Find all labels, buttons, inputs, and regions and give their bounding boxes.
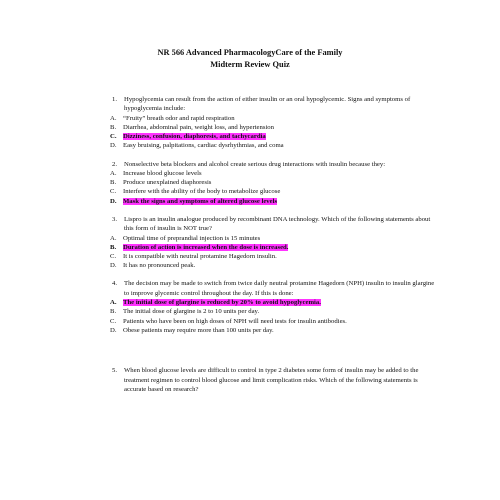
question-number: 4. xyxy=(112,280,118,288)
highlighted-answer-text: The initial dose of glargine is reduced by 20% to avoid hypoglycemia. xyxy=(123,299,321,307)
option-letter: C. xyxy=(110,253,117,261)
question-text: Hypoglycemia can result from the action of either insulin or an oral hypoglycemic. Signs and symptoms of hypoglycemia include: xyxy=(124,96,411,113)
answer-option xyxy=(110,141,440,150)
option-letter: D. xyxy=(110,197,117,205)
option-letter: A. xyxy=(110,299,117,307)
question-number: 5. xyxy=(112,367,118,375)
option-text: Produce unexplained diaphoresis xyxy=(123,179,212,187)
question-stem xyxy=(112,366,440,394)
option-letter: D. xyxy=(110,142,117,150)
option-text: Diarrhea, abdominal pain, weight loss, and hypertension xyxy=(123,124,274,132)
answer-option-selected xyxy=(110,132,440,141)
option-text: It has no pronounced peak. xyxy=(123,262,196,270)
option-text: The initial dose of glargine is 2 to 10 units per day. xyxy=(123,308,260,316)
option-letter: D. xyxy=(110,326,117,334)
question-item xyxy=(112,95,440,151)
option-text: It is compatible with neutral protamine Hagedorn insulin. xyxy=(123,253,277,261)
question-text: Nonselective beta blockers and alcohol create serious drug interactions with insulin because they: xyxy=(124,160,386,168)
answer-option xyxy=(110,187,440,196)
option-text: “Fruity” breath odor and rapid respiration xyxy=(123,114,235,122)
answer-option xyxy=(110,307,440,316)
answer-option xyxy=(110,234,440,243)
answer-option xyxy=(110,261,440,270)
answer-option xyxy=(110,123,440,132)
question-item xyxy=(112,160,440,206)
question-item xyxy=(112,215,440,271)
option-letter: C. xyxy=(110,133,117,141)
option-letter: D. xyxy=(110,262,117,270)
option-letter: A. xyxy=(110,114,117,122)
question-list xyxy=(112,95,440,394)
option-letter: B. xyxy=(110,243,117,251)
option-text: Optimal time of preprandial injection is 15 minutes xyxy=(123,234,261,242)
question-item xyxy=(112,366,440,394)
highlighted-answer-text: Dizziness, confusion, diaphoresis, and tachycardia xyxy=(123,133,266,141)
option-letter: C. xyxy=(110,188,117,196)
question-item xyxy=(112,279,440,335)
highlighted-answer-text: Mask the signs and symptoms of altered glucose levels xyxy=(123,197,278,205)
option-text: Interfere with the ability of the body to metabolize glucose xyxy=(123,188,281,196)
question-number: 1. xyxy=(112,96,118,103)
answer-option-selected xyxy=(110,298,440,307)
option-text: Easy bruising, palpitations, cardiac dysrhythmias, and coma xyxy=(123,142,284,150)
answer-option-selected xyxy=(110,243,440,252)
question-text: When blood glucose levels are difficult to control in type 2 diabetes some form of insulin may be added to the treatment regimen to control blood glucose and limit complication risks. Which of the following statements is accurate based on research? xyxy=(124,367,419,393)
option-text: Obese patients may require more than 100 units per day. xyxy=(123,326,274,334)
answer-option xyxy=(110,169,440,178)
document-subtitle: Midterm Review Quiz xyxy=(210,60,290,69)
answer-option xyxy=(110,252,440,261)
option-text: Patients who have been on high doses of NPH will need tests for insulin antibodies. xyxy=(123,317,347,325)
spacer xyxy=(112,344,440,366)
option-letter: A. xyxy=(110,234,117,242)
document-title: NR 566 Advanced PharmacologyCare of the Family xyxy=(157,48,343,57)
question-stem xyxy=(112,160,440,169)
answer-option xyxy=(110,326,440,335)
question-number: 3. xyxy=(112,215,118,223)
option-text: Increase blood glucose levels xyxy=(123,170,202,178)
option-letter: B. xyxy=(110,179,117,187)
question-number: 2. xyxy=(112,160,118,168)
answer-option xyxy=(110,317,440,326)
option-letter: B. xyxy=(110,308,117,316)
question-text: The decision may be made to switch from twice daily neutral protamine Hagedorn (NPH) insulin to insulin glargine to improve glycemic control throughout the day. If this is done: xyxy=(124,280,435,297)
question-stem xyxy=(112,95,440,114)
question-stem xyxy=(112,215,440,234)
question-stem xyxy=(112,279,440,298)
answer-option xyxy=(110,114,440,123)
question-text: Lispro is an insulin analogue produced by recombinant DNA technology. Which of the following statements about this form of insulin is NOT true? xyxy=(124,215,431,233)
answer-option xyxy=(110,178,440,187)
answer-option-selected xyxy=(110,197,440,206)
option-letter: C. xyxy=(110,317,117,325)
option-letter: B. xyxy=(110,124,117,132)
highlighted-answer-text: Duration of action is increased when the dose is increased. xyxy=(123,243,289,251)
option-letter: A. xyxy=(110,170,117,178)
